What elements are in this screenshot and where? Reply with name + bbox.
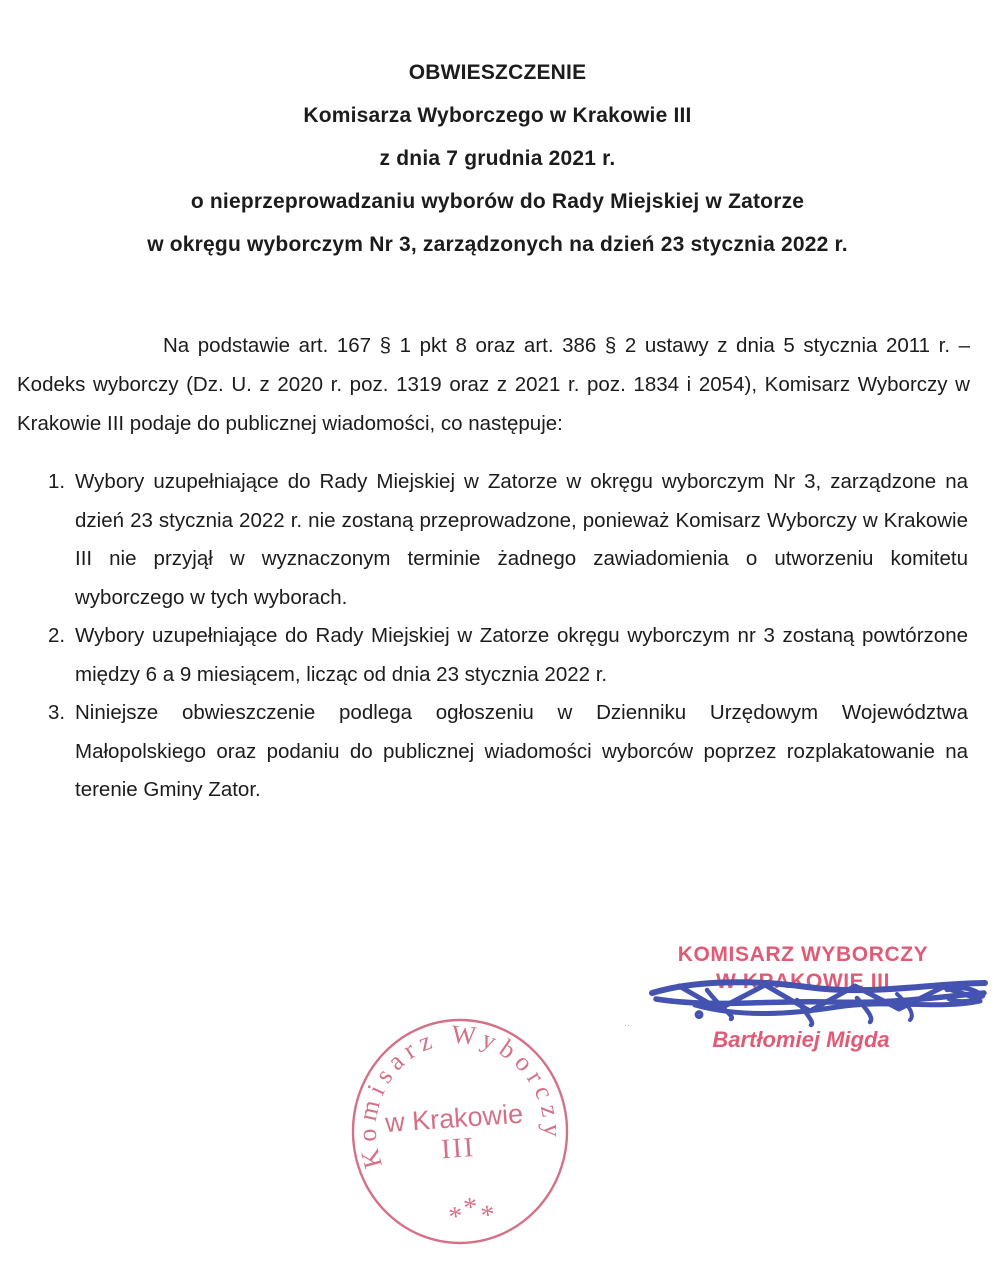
header-district-line: w okręgu wyborczym Nr 3, zarządzonych na dzień 23 stycznia 2022 r. <box>147 233 848 256</box>
list-item <box>48 617 968 694</box>
scan-artifact: ·· <box>624 1020 630 1030</box>
round-stamp <box>350 1018 570 1246</box>
item-text: Niniejsze obwieszczenie podlega ogłoszeniu w Dzienniku Urzędowym Województwa Małopolskiego oraz podaniu do publicznej wiadomości wyborców poprzez rozplakatowanie na terenie Gminy Zator. <box>75 701 968 801</box>
signer-name: Bartłomiej Migda <box>712 1027 890 1052</box>
round-stamp-star: * <box>478 1199 498 1232</box>
numbered-list <box>0 463 995 810</box>
item-number: 1. <box>48 470 66 493</box>
list-item <box>48 694 968 810</box>
header-subject-line: o nieprzeprowadzaniu wyborów do Rady Miejskiej w Zatorze <box>190 190 805 213</box>
header-issuer-line: Komisarza Wyborczego w Krakowie III <box>303 104 692 127</box>
intro-paragraph: Na podstawie art. 167 § 1 pkt 8 oraz art. 386 § 2 ustawy z dnia 5 stycznia 2011 r. – Kodeks wyborczy (Dz. U. z 2020 r. poz. 1319 oraz z 2021 r. poz. 1834 i 2054), Komisarz Wyborczy w Krakowie III podaje do publicznej wiadomości, co następuje: <box>17 334 970 435</box>
round-stamp-center-text: w Krakowie <box>384 1098 524 1139</box>
item-text: Wybory uzupełniające do Rady Miejskiej w Zatorze w okręgu wyborczym Nr 3, zarządzone na dzień 23 stycznia 2022 r. nie zostaną przeprowadzone, ponieważ Komisarz Wyborczy w Krakowie III nie przyjął w wyznaczonym terminie żadnego zawiadomienia o utworzeniu komitetu wyborczego w tych wyborach. <box>75 470 968 609</box>
item-number: 2. <box>48 624 66 647</box>
office-stamp-line2: W KRAKOWIE III <box>715 970 891 993</box>
round-stamp-star: * <box>461 1191 480 1225</box>
office-stamp-line1: KOMISARZ WYBORCZY <box>677 943 929 966</box>
document-title: OBWIESZCZENIE <box>408 61 587 84</box>
round-stamp-roman-numeral: III <box>440 1132 477 1166</box>
item-number: 3. <box>48 701 66 724</box>
item-text: Wybory uzupełniające do Rady Miejskiej w Zatorze okręgu wyborczym nr 3 zostaną powtórzone między 6 a 9 miesiącem, licząc od dnia 23 stycznia 2022 r. <box>75 624 968 686</box>
document-header <box>0 0 995 266</box>
list-item <box>48 463 968 617</box>
header-date-line: z dnia 7 grudnia 2021 r. <box>379 147 616 170</box>
round-stamp-arc-text: Komisarz Wyborczy <box>352 1019 568 1172</box>
round-stamp-star: * <box>446 1200 465 1234</box>
